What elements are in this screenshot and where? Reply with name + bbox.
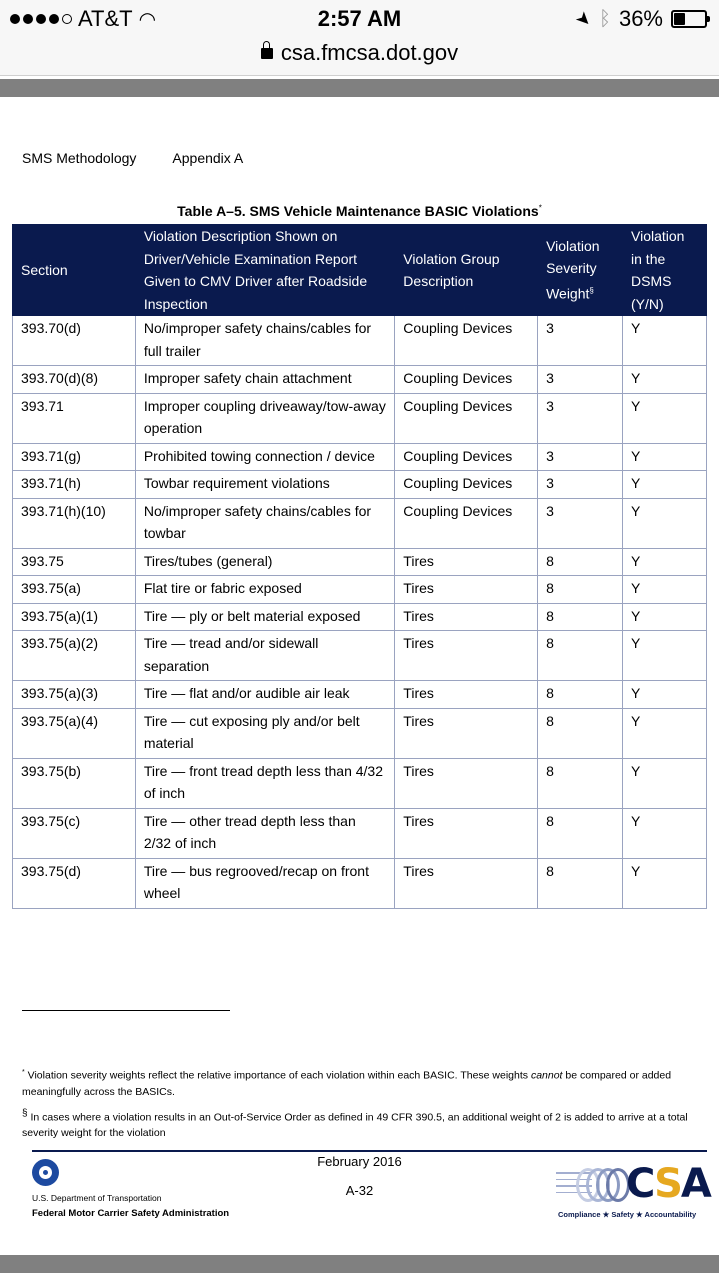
lock-icon [261, 48, 273, 59]
cell-dsms: Y [623, 443, 707, 471]
cell-section: 393.75(a)(3) [13, 681, 136, 709]
address-bar[interactable] [0, 40, 719, 76]
cell-weight: 3 [538, 443, 623, 471]
cell-group: Coupling Devices [395, 443, 538, 471]
cell-weight: 8 [538, 858, 623, 908]
table-row [13, 603, 707, 631]
cell-dsms: Y [623, 576, 707, 604]
cell-group: Coupling Devices [395, 316, 538, 366]
cell-weight: 3 [538, 498, 623, 548]
cell-group: Tires [395, 576, 538, 604]
header-right: Appendix A [172, 150, 244, 166]
table-row [13, 316, 707, 366]
footnote-ref-star: * [538, 203, 542, 213]
cell-dsms: Y [623, 603, 707, 631]
cell-dsms: Y [623, 808, 707, 858]
cell-group: Tires [395, 548, 538, 576]
cell-weight: 8 [538, 758, 623, 808]
cell-section: 393.75(a)(2) [13, 631, 136, 681]
col-header-description: Violation Description Shown on Driver/Vehicle Examination Report Given to CMV Driver after Roadside Inspection [135, 225, 394, 316]
cell-group: Coupling Devices [395, 366, 538, 394]
cell-weight: 8 [538, 708, 623, 758]
battery-percent: 36% [618, 6, 663, 31]
cell-description: No/improper safety chains/cables for full trailer [135, 316, 394, 366]
cell-section: 393.75(a) [13, 576, 136, 604]
cell-weight: 8 [538, 576, 623, 604]
cell-description: No/improper safety chains/cables for towbar [135, 498, 394, 548]
col-header-group: Violation Group Description [395, 225, 538, 316]
location-arrow-icon: ➤ [571, 6, 597, 32]
table-row [13, 758, 707, 808]
csa-wordmark: CSA [626, 1161, 710, 1207]
table-row [13, 808, 707, 858]
cell-group: Coupling Devices [395, 471, 538, 499]
csa-tagline: Compliance ★ Safety ★ Accountability [558, 1210, 697, 1219]
cell-description: Tire — cut exposing ply and/or belt material [135, 708, 394, 758]
cell-section: 393.75 [13, 548, 136, 576]
table-row [13, 443, 707, 471]
url-text[interactable]: csa.fmcsa.dot.gov [280, 40, 459, 65]
cell-description: Tire — bus regrooved/recap on front wheel [135, 858, 394, 908]
wifi-icon: ◠ [138, 8, 157, 31]
page-number: A-32 [345, 1183, 374, 1198]
cell-section: 393.75(a)(1) [13, 603, 136, 631]
cell-weight: 3 [538, 393, 623, 443]
cell-description: Tire — ply or belt material exposed [135, 603, 394, 631]
cell-weight: 3 [538, 471, 623, 499]
col-header-section: Section [13, 225, 136, 316]
cell-group: Tires [395, 631, 538, 681]
cell-dsms: Y [623, 548, 707, 576]
pdf-viewer-gap-bottom [0, 1255, 719, 1273]
footnotes [22, 1065, 702, 1147]
cell-group: Tires [395, 603, 538, 631]
cell-weight: 8 [538, 631, 623, 681]
cell-group: Tires [395, 758, 538, 808]
cell-description: Prohibited towing connection / device [135, 443, 394, 471]
cell-section: 393.75(d) [13, 858, 136, 908]
cell-weight: 3 [538, 366, 623, 394]
cell-weight: 8 [538, 681, 623, 709]
cell-section: 393.71 [13, 393, 136, 443]
footnote-star: * Violation severity weights reflect the relative importance of each violation within each BASIC. These weights cannot be compared or added meaningfully across the BASICs. [22, 1069, 672, 1098]
cell-section: 393.71(h) [13, 471, 136, 499]
table-title: Table A–5. SMS Vehicle Maintenance BASIC Violations* [177, 203, 542, 219]
table-row [13, 498, 707, 548]
cell-weight: 8 [538, 603, 623, 631]
cell-section: 393.70(d)(8) [13, 366, 136, 394]
cell-section: 393.75(a)(4) [13, 708, 136, 758]
cell-description: Tire — front tread depth less than 4/32 of inch [135, 758, 394, 808]
cell-dsms: Y [623, 366, 707, 394]
running-header [22, 150, 243, 166]
cell-description: Tires/tubes (general) [135, 548, 394, 576]
battery-icon [671, 10, 707, 28]
footnote-section: § In cases where a violation results in an Out-of-Service Order as defined in 49 CFR 390.5, an additional weight of 2 is added to arrive at a total severity weight for the violation [22, 1107, 688, 1139]
cell-weight: 8 [538, 548, 623, 576]
cell-dsms: Y [623, 393, 707, 443]
cell-description: Tire — tread and/or sidewall separation [135, 631, 394, 681]
cell-description: Improper safety chain attachment [135, 366, 394, 394]
pdf-viewer-gap-top [0, 79, 719, 97]
col-header-weight: Violation Severity Weight§ [538, 225, 623, 316]
fmcsa-agency-name: Federal Motor Carrier Safety Administration [32, 1208, 230, 1219]
cell-dsms: Y [623, 858, 707, 908]
col-header-dsms: Violation in the DSMS (Y/N) [623, 225, 707, 316]
cell-description: Tire — flat and/or audible air leak [135, 681, 394, 709]
csa-logo [556, 1162, 708, 1206]
cell-group: Coupling Devices [395, 393, 538, 443]
table-row [13, 366, 707, 394]
cell-weight: 3 [538, 316, 623, 366]
cell-description: Towbar requirement violations [135, 471, 394, 499]
table-row [13, 708, 707, 758]
table-row [13, 681, 707, 709]
cell-dsms: Y [623, 316, 707, 366]
cell-section: 393.75(c) [13, 808, 136, 858]
cell-dsms: Y [623, 498, 707, 548]
carrier-name: AT&T [78, 6, 133, 31]
table-header-row [13, 225, 707, 316]
cell-group: Coupling Devices [395, 498, 538, 548]
cell-description: Tire — other tread depth less than 2/32 of inch [135, 808, 394, 858]
usdot-logo-icon [32, 1159, 59, 1186]
table-row [13, 393, 707, 443]
cell-section: 393.71(h)(10) [13, 498, 136, 548]
header-left: SMS Methodology [22, 150, 137, 166]
cell-group: Tires [395, 708, 538, 758]
cell-dsms: Y [623, 631, 707, 681]
pdf-page[interactable] [0, 97, 719, 1255]
cell-group: Tires [395, 858, 538, 908]
dot-agency-name: U.S. Department of Transportation [32, 1193, 162, 1203]
bluetooth-icon: ᛒ [598, 7, 611, 30]
cell-section: 393.70(d) [13, 316, 136, 366]
table-row [13, 858, 707, 908]
table-row [13, 576, 707, 604]
violations-table [12, 224, 707, 909]
cell-section: 393.75(b) [13, 758, 136, 808]
clock: 2:57 AM [317, 6, 402, 31]
table-row [13, 471, 707, 499]
cell-dsms: Y [623, 681, 707, 709]
cell-description: Improper coupling driveaway/tow-away operation [135, 393, 394, 443]
table-row [13, 631, 707, 681]
footer-date: February 2016 [317, 1154, 402, 1169]
cell-group: Tires [395, 808, 538, 858]
status-bar [0, 0, 719, 40]
cell-dsms: Y [623, 708, 707, 758]
cell-group: Tires [395, 681, 538, 709]
cell-description: Flat tire or fabric exposed [135, 576, 394, 604]
cell-dsms: Y [623, 758, 707, 808]
footnote-separator [22, 1010, 230, 1011]
cell-weight: 8 [538, 808, 623, 858]
cell-section: 393.71(g) [13, 443, 136, 471]
footer-rule [32, 1150, 707, 1152]
table-row [13, 548, 707, 576]
cell-dsms: Y [623, 471, 707, 499]
